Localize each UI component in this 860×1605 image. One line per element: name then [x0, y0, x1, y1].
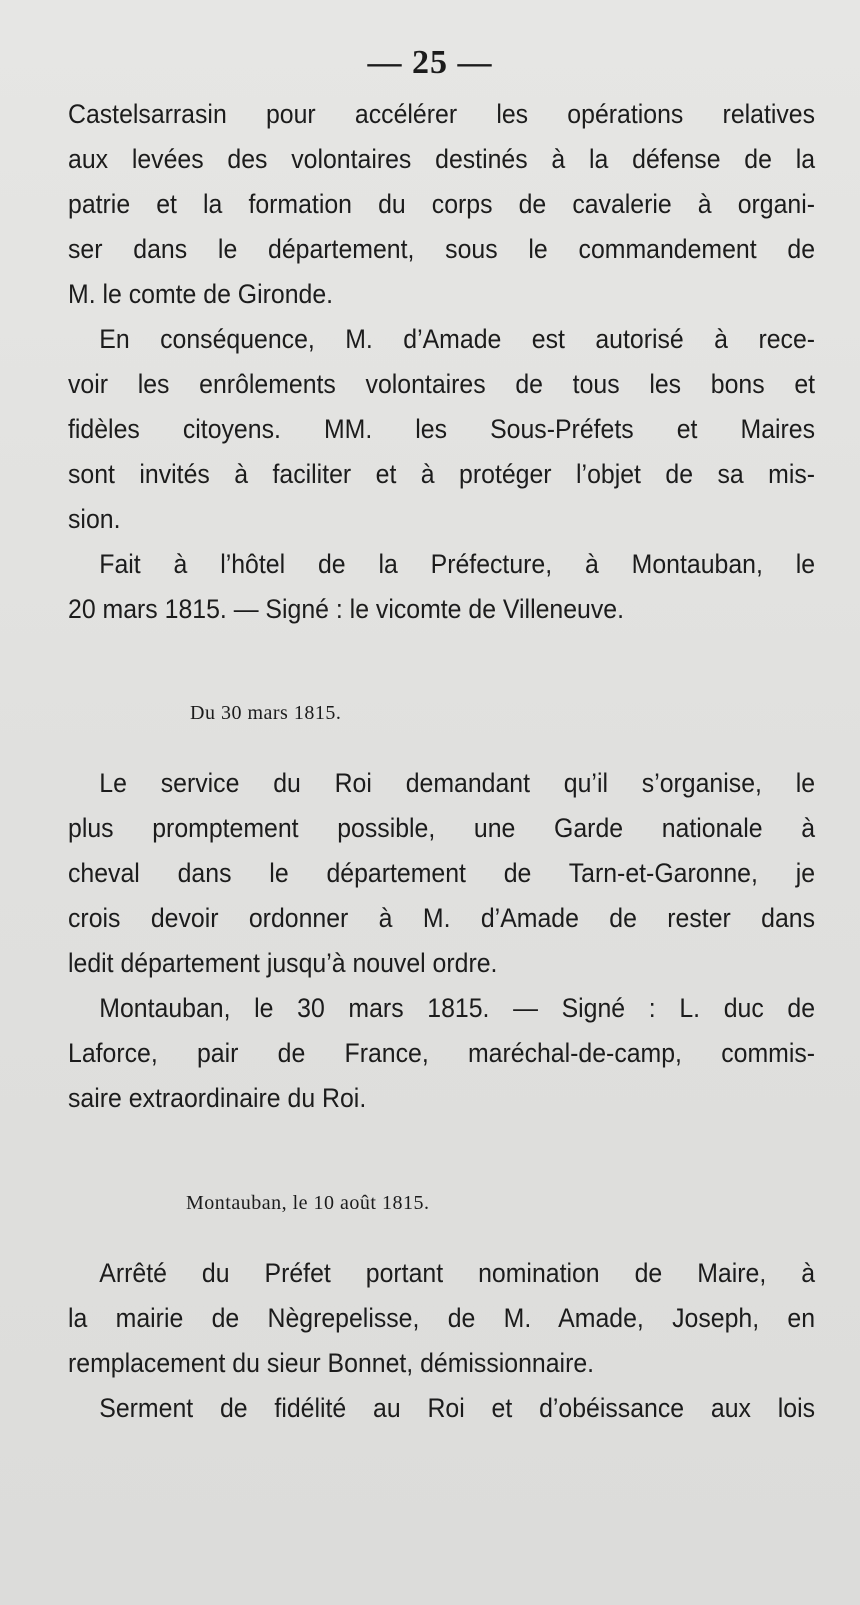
text-line: ledit département jusqu’à nouvel ordre. [68, 948, 498, 978]
text-line: plus promptement possible, une Garde nationale à [68, 813, 816, 843]
text-line: voir les enrôlements volontaires de tous les bons et [68, 369, 816, 399]
text-line: crois devoir ordonner à M. d’Amade de rester dans [68, 903, 816, 933]
text-line: sont invités à faciliter et à protéger l’objet de sa mis- [68, 459, 816, 489]
paragraph-block-2 [68, 761, 815, 1121]
text-line: fidèles citoyens. MM. les Sous-Préfets et Maires [68, 414, 816, 444]
text-line: En conséquence, M. d’Amade est autorisé à rece- [99, 324, 816, 354]
text-line: 20 mars 1815. — Signé : le vicomte de Villeneuve. [68, 594, 624, 624]
text-line: Serment de fidélité au Roi et d’obéissance aux lois [99, 1393, 816, 1423]
text-line: Montauban, le 30 mars 1815. — Signé : L. duc de [99, 993, 816, 1023]
text-line: Castelsarrasin pour accélérer les opérations relatives [68, 99, 816, 129]
paragraph-block-3 [68, 1251, 815, 1431]
text-line: remplacement du sieur Bonnet, démissionnaire. [68, 1348, 595, 1378]
text-line: la mairie de Nègrepelisse, de M. Amade, Joseph, en [68, 1303, 816, 1333]
text-line: saire extraordinaire du Roi. [68, 1083, 367, 1113]
text-line: Laforce, pair de France, maréchal-de-camp, commis- [68, 1038, 816, 1068]
text-line: M. le comte de Gironde. [68, 279, 334, 309]
page-number: — 25 — [367, 44, 493, 81]
text-line: aux levées des volontaires destinés à la défense de la [68, 144, 816, 174]
text-line: cheval dans le département de Tarn-et-Garonne, je [68, 858, 816, 888]
section-date-heading-1: Du 30 mars 1815. [190, 702, 342, 724]
text-line: Arrêté du Préfet portant nomination de Maire, à [99, 1258, 816, 1288]
section-date-heading-2: Montauban, le 10 août 1815. [186, 1192, 430, 1214]
text-line: Le service du Roi demandant qu’il s’organise, le [99, 768, 816, 798]
text-line: ser dans le département, sous le commandement de [68, 234, 816, 264]
text-line: Fait à l’hôtel de la Préfecture, à Montauban, le [99, 549, 816, 579]
text-line: patrie et la formation du corps de cavalerie à organi- [68, 189, 816, 219]
text-line: sion. [68, 504, 121, 534]
paragraph-block-1 [68, 92, 815, 632]
